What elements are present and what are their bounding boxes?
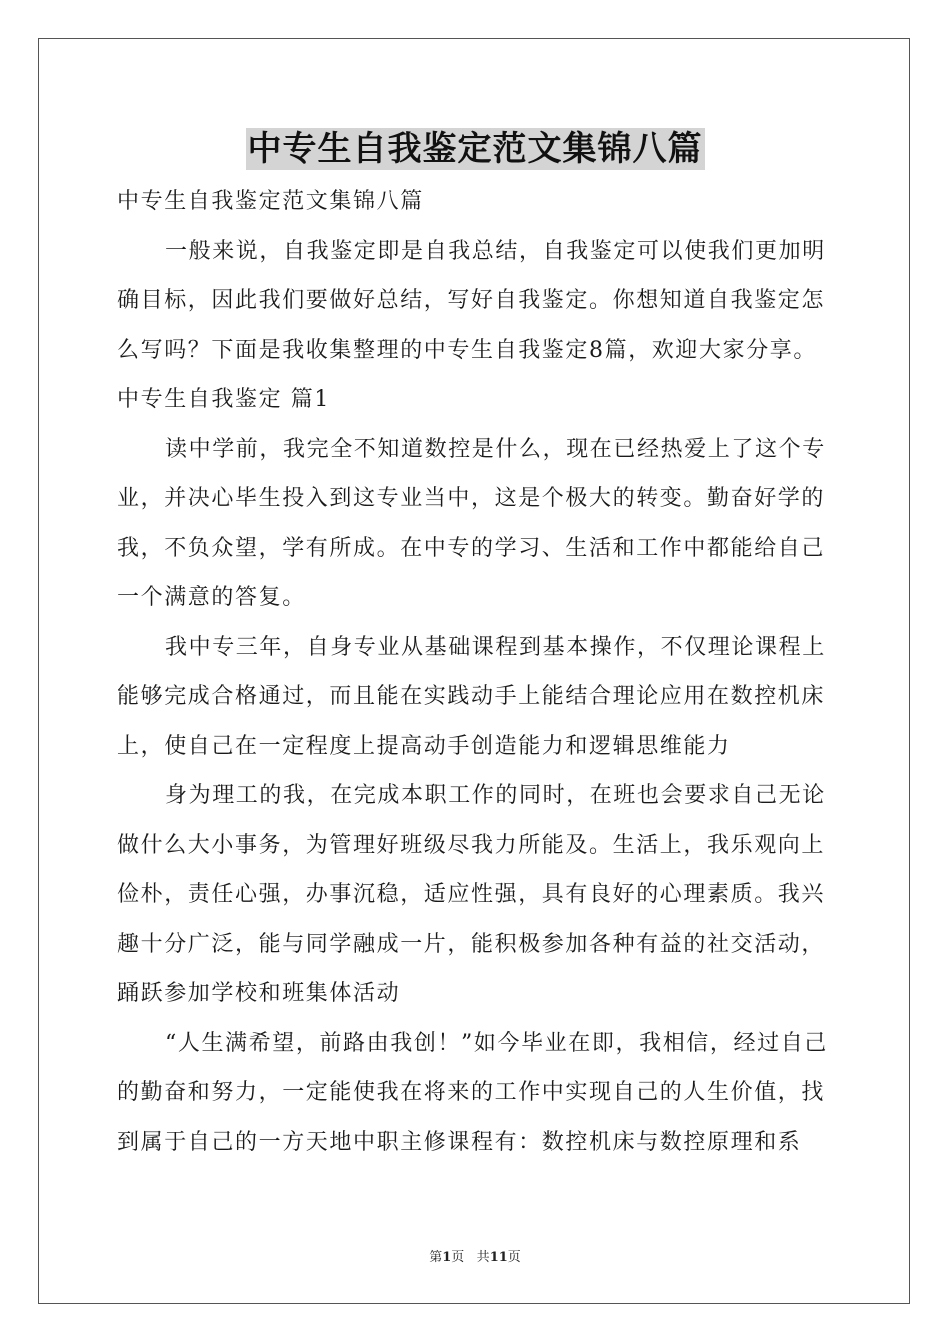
title-container — [0, 128, 950, 170]
body-paragraph: 我中专三年，自身专业从基础课程到基本操作，不仅理论课程上能够完成合格通过，而且能在实践动手上能结合理论应用在数控机床上，使自己在一定程度上提高动手创造能力和逻辑思维能力 — [117, 634, 826, 759]
body-paragraph: 身为理工的我，在完成本职工作的同时，在班也会要求自己无论做什么大小事务，为管理好班级尽我力所能及。生活上，我乐观向上俭朴，责任心强，办事沉稳，适应性强，具有良好的心理素质。我兴趣十分广泛，能与同学融成一片，能积极参加各种有益的社交活动，踊跃参加学校和班集体活动 — [117, 783, 826, 1006]
document-title: 中专生自我鉴定范文集锦八篇 — [247, 129, 703, 169]
page-number: 1 — [442, 1250, 452, 1265]
document-body — [117, 177, 833, 1167]
body-paragraph: 读中学前，我完全不知道数控是什么，现在已经热爱上了这个专业，并决心毕生投入到这专业当中，这是个极大的转变。勤奋好学的我，不负众望，学有所成。在中专的学习、生活和工作中都能给自己一个满意的答复。 — [117, 436, 826, 610]
total-pages: 11 — [489, 1250, 508, 1265]
page-footer — [0, 1246, 950, 1265]
page-suffix: 页 — [451, 1250, 465, 1265]
body-paragraph: “人生满希望，前路由我创！”如今毕业在即，我相信，经过自己的勤奋和努力，一定能使我在将来的工作中实现自己的人生价值，找到属于自己的一方天地中职主修课程有：数控机床与数控原理和系 — [117, 1030, 828, 1155]
total-prefix: 共 — [476, 1250, 490, 1265]
total-suffix: 页 — [507, 1250, 521, 1265]
body-paragraph: 中专生自我鉴定范文集锦八篇 — [117, 189, 424, 214]
page-prefix: 第 — [429, 1250, 443, 1265]
body-paragraph: 一般来说，自我鉴定即是自我总结，自我鉴定可以使我们更加明确目标，因此我们要做好总结，写好自我鉴定。你想知道自我鉴定怎么写吗？下面是我收集整理的中专生自我鉴定8篇，欢迎大家分享。 — [117, 238, 826, 363]
section-heading: 中专生自我鉴定 篇1 — [117, 387, 330, 412]
